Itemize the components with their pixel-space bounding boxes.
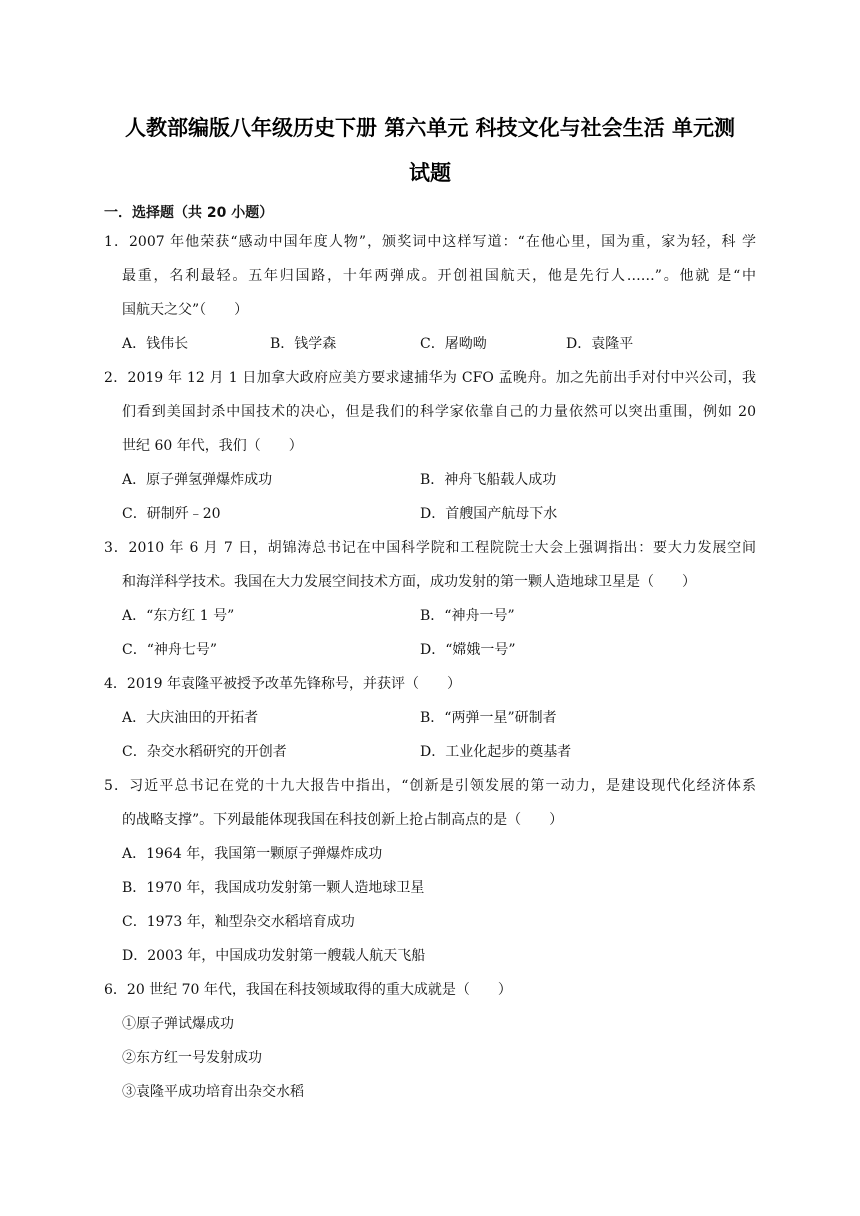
question-1-line-1: 1．2007 年他荣获“感动中国年度人物”，颁奖词中这样写道：“在他心里，国为重，家为轻，科 学 <box>104 234 756 250</box>
question-4-option-b: B．“两弹一星”研制者 <box>420 710 557 726</box>
question-1-line-2: 最重，名利最轻。五年归国路，十年两弹成。开创祖国航天，他是先行人……”。他就 是“中 <box>122 268 756 284</box>
question-3-option-d: D．“嫦娥一号” <box>420 642 516 658</box>
question-5-option-a: A．1964 年，我国第一颗原子弹爆炸成功 <box>122 846 383 862</box>
question-5-option-c: C．1973 年，籼型杂交水稻培育成功 <box>122 914 355 930</box>
question-3-option-b: B．“神舟一号” <box>420 608 515 624</box>
question-4-option-c: C．杂交水稻研究的开创者 <box>122 744 287 760</box>
question-5-line-1: 5．习近平总书记在党的十九大报告中指出，“创新是引领发展的第一动力，是建设现代化经济体系 <box>104 778 756 794</box>
question-3-line-1: 3．2010 年 6 月 7 日，胡锦涛总书记在中国科学院和工程院院士大会上强调指出：要大力发展空间 <box>104 540 756 556</box>
question-6-item-1: ①原子弹试爆成功 <box>122 1016 234 1032</box>
question-5-option-b: B．1970 年，我国成功发射第一颗人造地球卫星 <box>122 880 425 896</box>
question-2-line-1: 2．2019 年 12 月 1 日加拿大政府应美方要求逮捕华为 CFO 孟晚舟。加之先前出手对付中兴公司，我 <box>104 370 756 386</box>
question-2-option-c: C．研制歼﹣20 <box>122 506 221 522</box>
question-3-option-a: A．“东方红 1 号” <box>122 608 235 624</box>
question-5-option-d: D．2003 年，中国成功发射第一艘载人航天飞船 <box>122 948 426 964</box>
question-1-option-c: C．屠呦呦 <box>420 336 487 352</box>
question-2-line-2: 们看到美国封杀中国技术的决心，但是我们的科学家依靠自己的力量依然可以突出重围，例如 20 <box>122 404 756 420</box>
question-1-option-b: B．钱学森 <box>270 336 337 352</box>
question-6-line-1: 6．20 世纪 70 年代，我国在科技领域取得的重大成就是（ ） <box>104 982 512 998</box>
question-1-line-3: 国航天之父”（ ） <box>122 302 249 318</box>
section-heading: 一．选择题（共 20 小题） <box>104 205 274 221</box>
question-4-line-1: 4．2019 年袁隆平被授予改革先锋称号，并获评（ ） <box>104 676 461 692</box>
question-2-option-b: B．神舟飞船载人成功 <box>420 472 557 488</box>
question-6-item-3: ③袁隆平成功培育出杂交水稻 <box>122 1084 304 1100</box>
question-4-option-d: D．工业化起步的奠基者 <box>420 744 572 760</box>
question-1-option-a: A．钱伟长 <box>122 336 189 352</box>
document-title-continued: 试题 <box>409 161 451 185</box>
question-5-line-2: 的战略支撑”。下列最能体现我国在科技创新上抢占制高点的是（ ） <box>122 812 564 828</box>
document-title: 人教部编版八年级历史下册 第六单元 科技文化与社会生活 单元测 <box>125 116 735 140</box>
question-2-option-d: D．首艘国产航母下水 <box>420 506 558 522</box>
question-3-option-c: C．“神舟七号” <box>122 642 218 658</box>
question-4-option-a: A．大庆油田的开拓者 <box>122 710 259 726</box>
question-1-option-d: D．袁隆平 <box>566 336 634 352</box>
question-6-item-2: ②东方红一号发射成功 <box>122 1050 262 1066</box>
question-3-line-2: 和海洋科学技术。我国在大力发展空间技术方面，成功发射的第一颗人造地球卫星是（ ） <box>122 574 696 590</box>
question-2-option-a: A．原子弹氢弹爆炸成功 <box>122 472 273 488</box>
question-2-line-3: 世纪 60 年代，我们（ ） <box>122 438 303 454</box>
